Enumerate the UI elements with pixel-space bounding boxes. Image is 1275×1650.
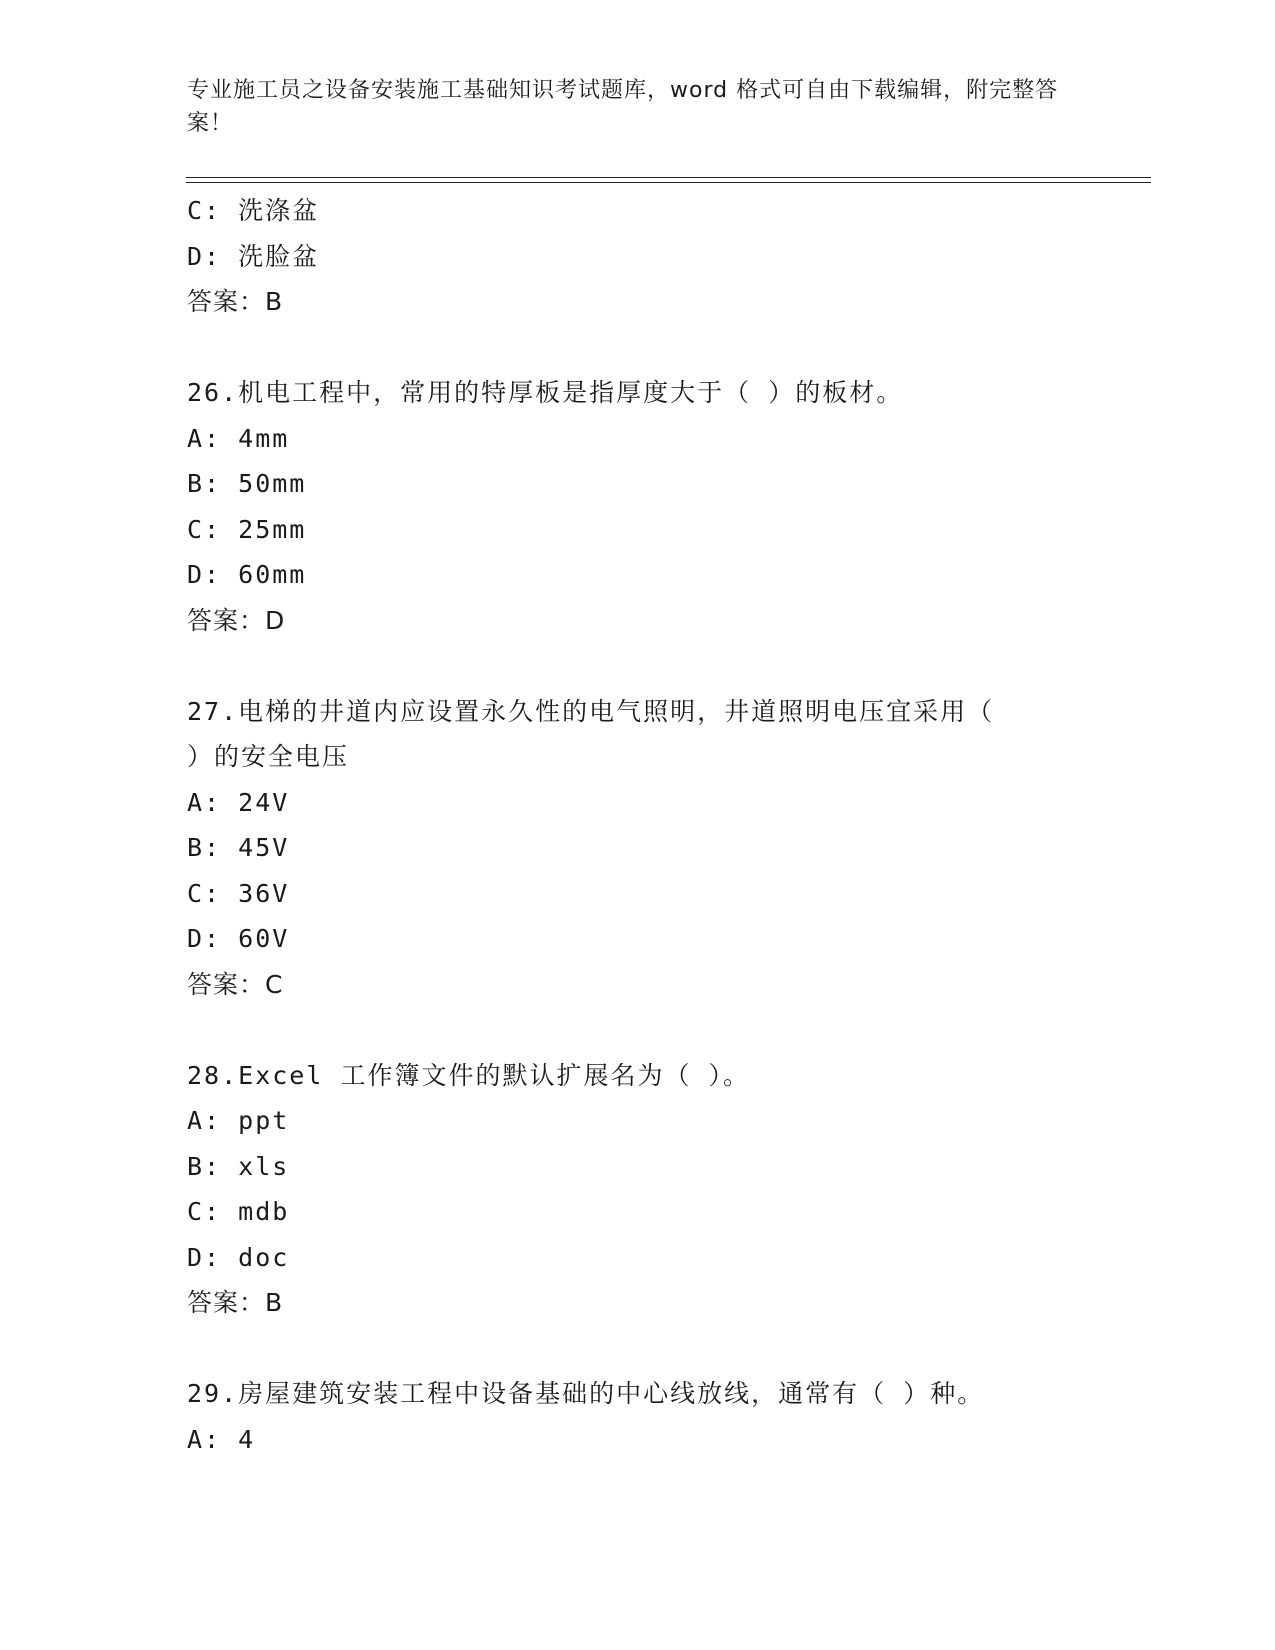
spacer — [187, 1007, 1087, 1053]
option-line: D: 60mm — [187, 560, 307, 589]
option-line: C: 洗涤盆 — [187, 196, 320, 225]
option-line: B: xls — [187, 1151, 290, 1181]
option-line: C: 25mm — [187, 514, 307, 544]
spacer — [187, 643, 1087, 689]
option-line: A: 24V — [187, 787, 290, 817]
option-line: A: 4 — [187, 1424, 256, 1454]
question-text: 27.电梯的井道内应设置永久性的电气照明，井道照明电压宜采用（ — [187, 696, 995, 726]
option-line: B: 50mm — [187, 469, 307, 498]
option-line: D: 60V — [187, 924, 290, 953]
header-divider-bottom — [186, 182, 1151, 183]
answer-line: 答案：B — [187, 287, 284, 316]
option-line: A: 4mm — [187, 423, 290, 453]
question-content — [187, 188, 1087, 1462]
option-line: D: doc — [187, 1242, 290, 1272]
question-text-continued: ）的安全电压 — [187, 742, 350, 771]
answer-line: 答案：C — [187, 969, 284, 999]
option-line: C: 36V — [187, 878, 290, 908]
option-line: C: mdb — [187, 1197, 290, 1226]
document-header: 专业施工员之设备安装施工基础知识考试题库，word 格式可自由下载编辑，附完整答案！ — [187, 78, 1059, 136]
question-text: 28.Excel 工作簿文件的默认扩展名为（ ）。 — [187, 1060, 751, 1090]
option-line: A: ppt — [187, 1106, 290, 1135]
spacer — [187, 325, 1087, 371]
header-divider-top — [186, 177, 1151, 178]
option-line: B: 45V — [187, 833, 290, 862]
answer-line: 答案：D — [187, 605, 286, 635]
option-line: D: 洗脸盆 — [187, 241, 320, 271]
answer-line: 答案：B — [187, 1288, 284, 1317]
spacer — [187, 1326, 1087, 1372]
question-text: 26.机电工程中，常用的特厚板是指厚度大于（ ）的板材。 — [187, 378, 904, 407]
question-text: 29.房屋建筑安装工程中设备基础的中心线放线，通常有（ ）种。 — [187, 1379, 985, 1408]
